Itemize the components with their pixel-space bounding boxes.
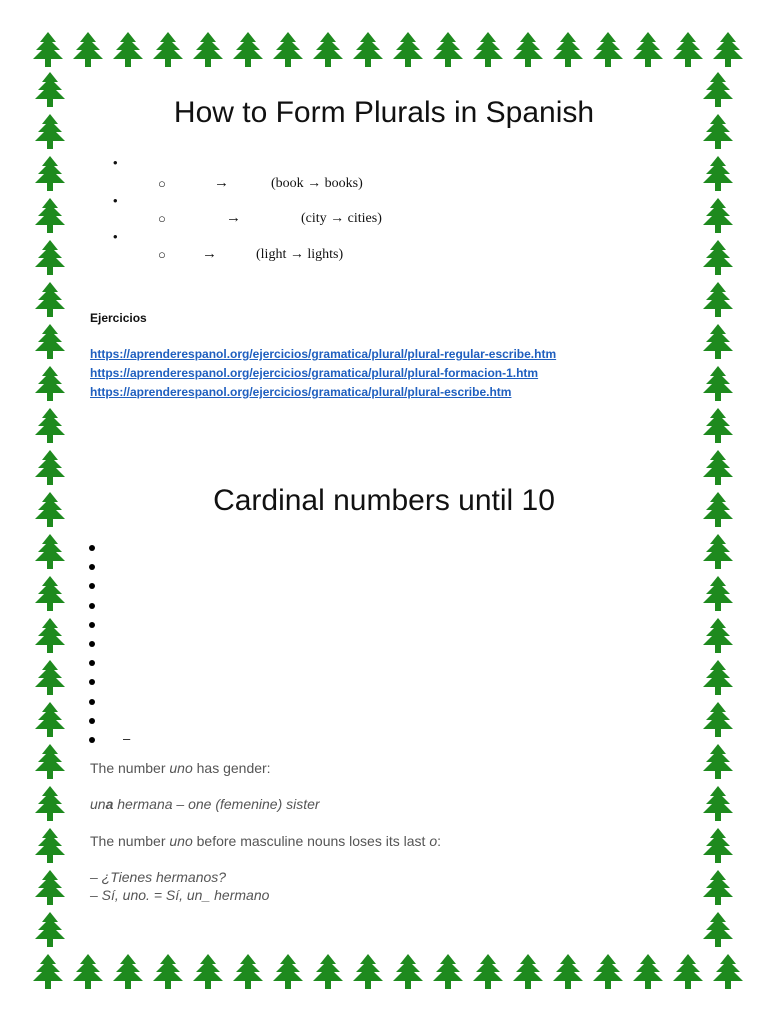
pine-tree-icon xyxy=(698,784,738,824)
arrow-icon: → xyxy=(214,175,229,191)
sub-bullet-icon: ○ xyxy=(158,247,166,262)
pine-tree-icon xyxy=(698,574,738,614)
pine-tree-icon xyxy=(30,154,70,194)
list-bullet: • xyxy=(113,193,118,208)
pine-tree-icon xyxy=(30,322,70,362)
page-title-numbers: Cardinal numbers until 10 xyxy=(213,484,555,517)
pine-tree-icon xyxy=(28,952,68,992)
pine-tree-icon xyxy=(698,406,738,446)
pine-tree-icon xyxy=(308,952,348,992)
exercises-heading: Ejercicios xyxy=(90,311,147,325)
pine-tree-icon xyxy=(28,30,68,70)
pine-tree-icon xyxy=(548,952,588,992)
pine-tree-icon xyxy=(698,196,738,236)
pine-tree-icon xyxy=(30,280,70,320)
pine-tree-icon xyxy=(228,952,268,992)
list-bullet xyxy=(89,641,95,647)
pine-tree-icon xyxy=(68,952,108,992)
exercise-link-1[interactable]: https://aprenderespanol.org/ejercicios/gramatica/plural/plural-regular-escribe.htm xyxy=(90,347,557,361)
pine-tree-icon xyxy=(30,364,70,404)
pine-tree-icon xyxy=(548,30,588,70)
pine-tree-icon xyxy=(698,364,738,404)
pine-tree-icon xyxy=(188,952,228,992)
list-bullet xyxy=(89,679,95,685)
pine-tree-icon xyxy=(698,868,738,908)
pine-tree-icon xyxy=(30,532,70,572)
pine-tree-icon xyxy=(148,30,188,70)
pine-tree-icon xyxy=(228,30,268,70)
pine-tree-icon xyxy=(30,196,70,236)
pine-tree-icon xyxy=(348,30,388,70)
pine-tree-icon xyxy=(628,952,668,992)
pine-tree-icon xyxy=(30,616,70,656)
pine-tree-icon xyxy=(708,952,748,992)
pine-tree-icon xyxy=(698,238,738,278)
apocope-note: The number uno before masculine nouns loses its last o: xyxy=(90,833,441,849)
pine-tree-icon xyxy=(698,448,738,488)
pine-tree-icon xyxy=(698,700,738,740)
pine-tree-icon xyxy=(108,30,148,70)
pine-tree-icon xyxy=(698,280,738,320)
gender-example: una hermana – one (femenine) sister xyxy=(90,796,320,812)
pine-tree-icon xyxy=(30,658,70,698)
exercise-link-2[interactable]: https://aprenderespanol.org/ejercicios/gramatica/plural/plural-formacion-1.htm xyxy=(90,366,539,380)
pine-tree-icon xyxy=(698,910,738,950)
pine-tree-icon xyxy=(698,154,738,194)
pine-tree-icon xyxy=(348,952,388,992)
pine-tree-icon xyxy=(148,952,188,992)
list-bullet xyxy=(89,699,95,705)
pine-tree-icon xyxy=(588,30,628,70)
pine-tree-icon xyxy=(30,406,70,446)
dialog-line-1: – ¿Tienes hermanos? xyxy=(90,869,227,885)
pine-tree-icon xyxy=(698,658,738,698)
tree-border-top xyxy=(28,30,740,70)
pine-tree-icon xyxy=(388,952,428,992)
tree-border-bottom xyxy=(28,952,740,992)
list-bullet xyxy=(89,583,95,589)
pine-tree-icon xyxy=(30,700,70,740)
pine-tree-icon xyxy=(698,532,738,572)
pine-tree-icon xyxy=(268,30,308,70)
pine-tree-icon xyxy=(698,742,738,782)
pine-tree-icon xyxy=(508,952,548,992)
list-bullet xyxy=(89,603,95,609)
pine-tree-icon xyxy=(30,910,70,950)
plural-example: (city → cities) xyxy=(301,211,382,226)
arrow-icon: → xyxy=(202,246,217,262)
pine-tree-icon xyxy=(68,30,108,70)
pine-tree-icon xyxy=(268,952,308,992)
sub-bullet-icon: ○ xyxy=(158,211,166,226)
list-bullet xyxy=(89,545,95,551)
pine-tree-icon xyxy=(30,868,70,908)
arrow-icon: → xyxy=(226,210,241,226)
list-bullet xyxy=(89,737,95,743)
pine-tree-icon xyxy=(698,616,738,656)
pine-tree-icon xyxy=(188,30,228,70)
pine-tree-icon xyxy=(428,952,468,992)
list-bullet: • xyxy=(113,229,118,244)
pine-tree-icon xyxy=(588,952,628,992)
pine-tree-icon xyxy=(388,30,428,70)
plural-example: (book → books) xyxy=(271,176,363,191)
pine-tree-icon xyxy=(308,30,348,70)
list-bullet xyxy=(89,718,95,724)
pine-tree-icon xyxy=(30,448,70,488)
exercise-link-3[interactable]: https://aprenderespanol.org/ejercicios/gramatica/plural/plural-escribe.htm xyxy=(90,385,512,399)
list-bullet xyxy=(89,622,95,628)
pine-tree-icon xyxy=(508,30,548,70)
pine-tree-icon xyxy=(30,826,70,866)
pine-tree-icon xyxy=(668,30,708,70)
dialog-line-2: – Sí, uno. = Sí, un_ hermano xyxy=(90,887,270,903)
pine-tree-icon xyxy=(698,322,738,362)
pine-tree-icon xyxy=(468,952,508,992)
pine-tree-icon xyxy=(30,742,70,782)
pine-tree-icon xyxy=(428,30,468,70)
sub-bullet-icon: ○ xyxy=(158,176,166,191)
page-title-plurals: How to Form Plurals in Spanish xyxy=(173,96,595,129)
list-bullet xyxy=(89,660,95,666)
gender-note: The number uno has gender: xyxy=(90,760,271,776)
pine-tree-icon xyxy=(30,574,70,614)
pine-tree-icon xyxy=(30,238,70,278)
pine-tree-icon xyxy=(30,784,70,824)
pine-tree-icon xyxy=(668,952,708,992)
pine-tree-icon xyxy=(708,30,748,70)
plural-example: (light → lights) xyxy=(256,247,344,262)
pine-tree-icon xyxy=(628,30,668,70)
pine-tree-icon xyxy=(698,826,738,866)
list-bullet xyxy=(89,564,95,570)
pine-tree-icon xyxy=(468,30,508,70)
list-item-dash: – xyxy=(123,731,131,746)
pine-tree-icon xyxy=(108,952,148,992)
list-bullet: • xyxy=(113,155,118,170)
